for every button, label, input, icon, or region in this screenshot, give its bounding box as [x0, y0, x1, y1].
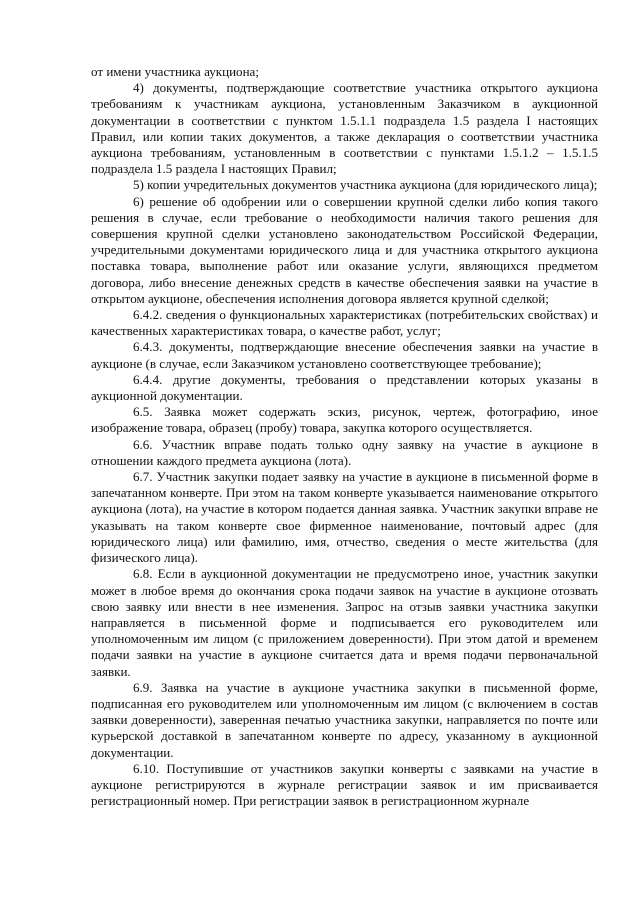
paragraph-6-10: 6.10. Поступившие от участников закупки конверты с заявками на участие в аукционе регистрируются в журнале регистрации заявок и им присваивается регистрационный номер. При регистрации заявок в регистрационном журнале: [91, 760, 598, 809]
paragraph-6-4-3: 6.4.3. документы, подтверждающие внесение обеспечения заявки на участие в аукционе (в случае, если Заказчиком установлено соответствующее требование);: [91, 339, 598, 371]
paragraph-intro-fragment: от имени участника аукциона;: [91, 64, 259, 79]
paragraph-6-9: 6.9. Заявка на участие в аукционе участника закупки в письменной форме, подписанная его руководителем или уполномоченным им лицом (с включением в состав заявки доверенности), заверенная печатью участника закупки, направляется по почте или курьерской доставкой в запечатанном конверте по адресу, указанному в аукционной документации.: [91, 679, 598, 760]
paragraph-6-5: 6.5. Заявка может содержать эскиз, рисунок, чертеж, фотографию, иное изображение товара, образец (пробу) товара, закупка которого осуществляется.: [91, 404, 598, 436]
paragraph-item-6-major-deal: 6) решение об одобрении или о совершении крупной сделки либо копия такого решения в случае, если требование о необходимости наличия такого решения для совершения крупной сделки установлено законодательством Российской Федерации, учредительными документами юридического лица и для участника открытого аукциона поставка товара, выполнение работ или оказание услуги, являющихся предметом договора, либо внесение денежных средств в качестве обеспечения заявки на участие в открытом аукционе, обеспечения исполнения договора является крупной сделкой;: [91, 193, 598, 306]
paragraph-6-8: 6.8. Если в аукционной документации не предусмотрено иное, участник закупки может в любое время до окончания срока подачи заявок на участие в аукционе отозвать свою заявку или внести в нее изменения. Запрос на отзыв заявки участника закупки направляется в письменной форме и подписывается его руководителем или уполномоченным им лицом (с приложением доверенности). При этом датой и временем подачи заявки на участие в аукционе считается дата и время подачи первоначальной заявки.: [91, 566, 598, 679]
paragraph-6-4-2: 6.4.2. сведения о функциональных характеристиках (потребительских свойствах) и качественных характеристиках товара, о качестве работ, услуг;: [91, 307, 598, 339]
paragraph-item-4-documents: 4) документы, подтверждающие соответствие участника открытого аукциона требованиям к участникам аукциона, установленным Заказчиком в аукционной документации в соответствии с пунктом 1.5.1.1 подраздела 1.5 раздела I настоящих Правил, или копии таких документов, а также декларация о соответствии участника аукциона требованиям, установленным в соответствии с пунктами 1.5.1.2 – 1.5.1.5 подраздела 1.5 раздела I настоящих Правил;: [91, 80, 598, 177]
document-page: [91, 64, 598, 809]
paragraph-6-7: 6.7. Участник закупки подает заявку на участие в аукционе в письменной форме в запечатанном конверте. При этом на таком конверте указывается наименование открытого аукциона (лота), на участие в котором подается данная заявка. Участник закупки вправе не указывать на таком конверте свое фирменное наименование, почтовый адрес (для юридического лица) или фамилию, имя, отчество, сведения о месте жительства (для физического лица).: [91, 469, 598, 566]
paragraph-6-6: 6.6. Участник вправе подать только одну заявку на участие в аукционе в отношении каждого предмета аукциона (лота).: [91, 436, 598, 468]
paragraph-6-4-4: 6.4.4. другие документы, требования о представлении которых указаны в аукционной документации.: [91, 371, 598, 404]
paragraph-item-5-charter-copies: 5) копии учредительных документов участника аукциона (для юридического лица);: [133, 177, 598, 193]
